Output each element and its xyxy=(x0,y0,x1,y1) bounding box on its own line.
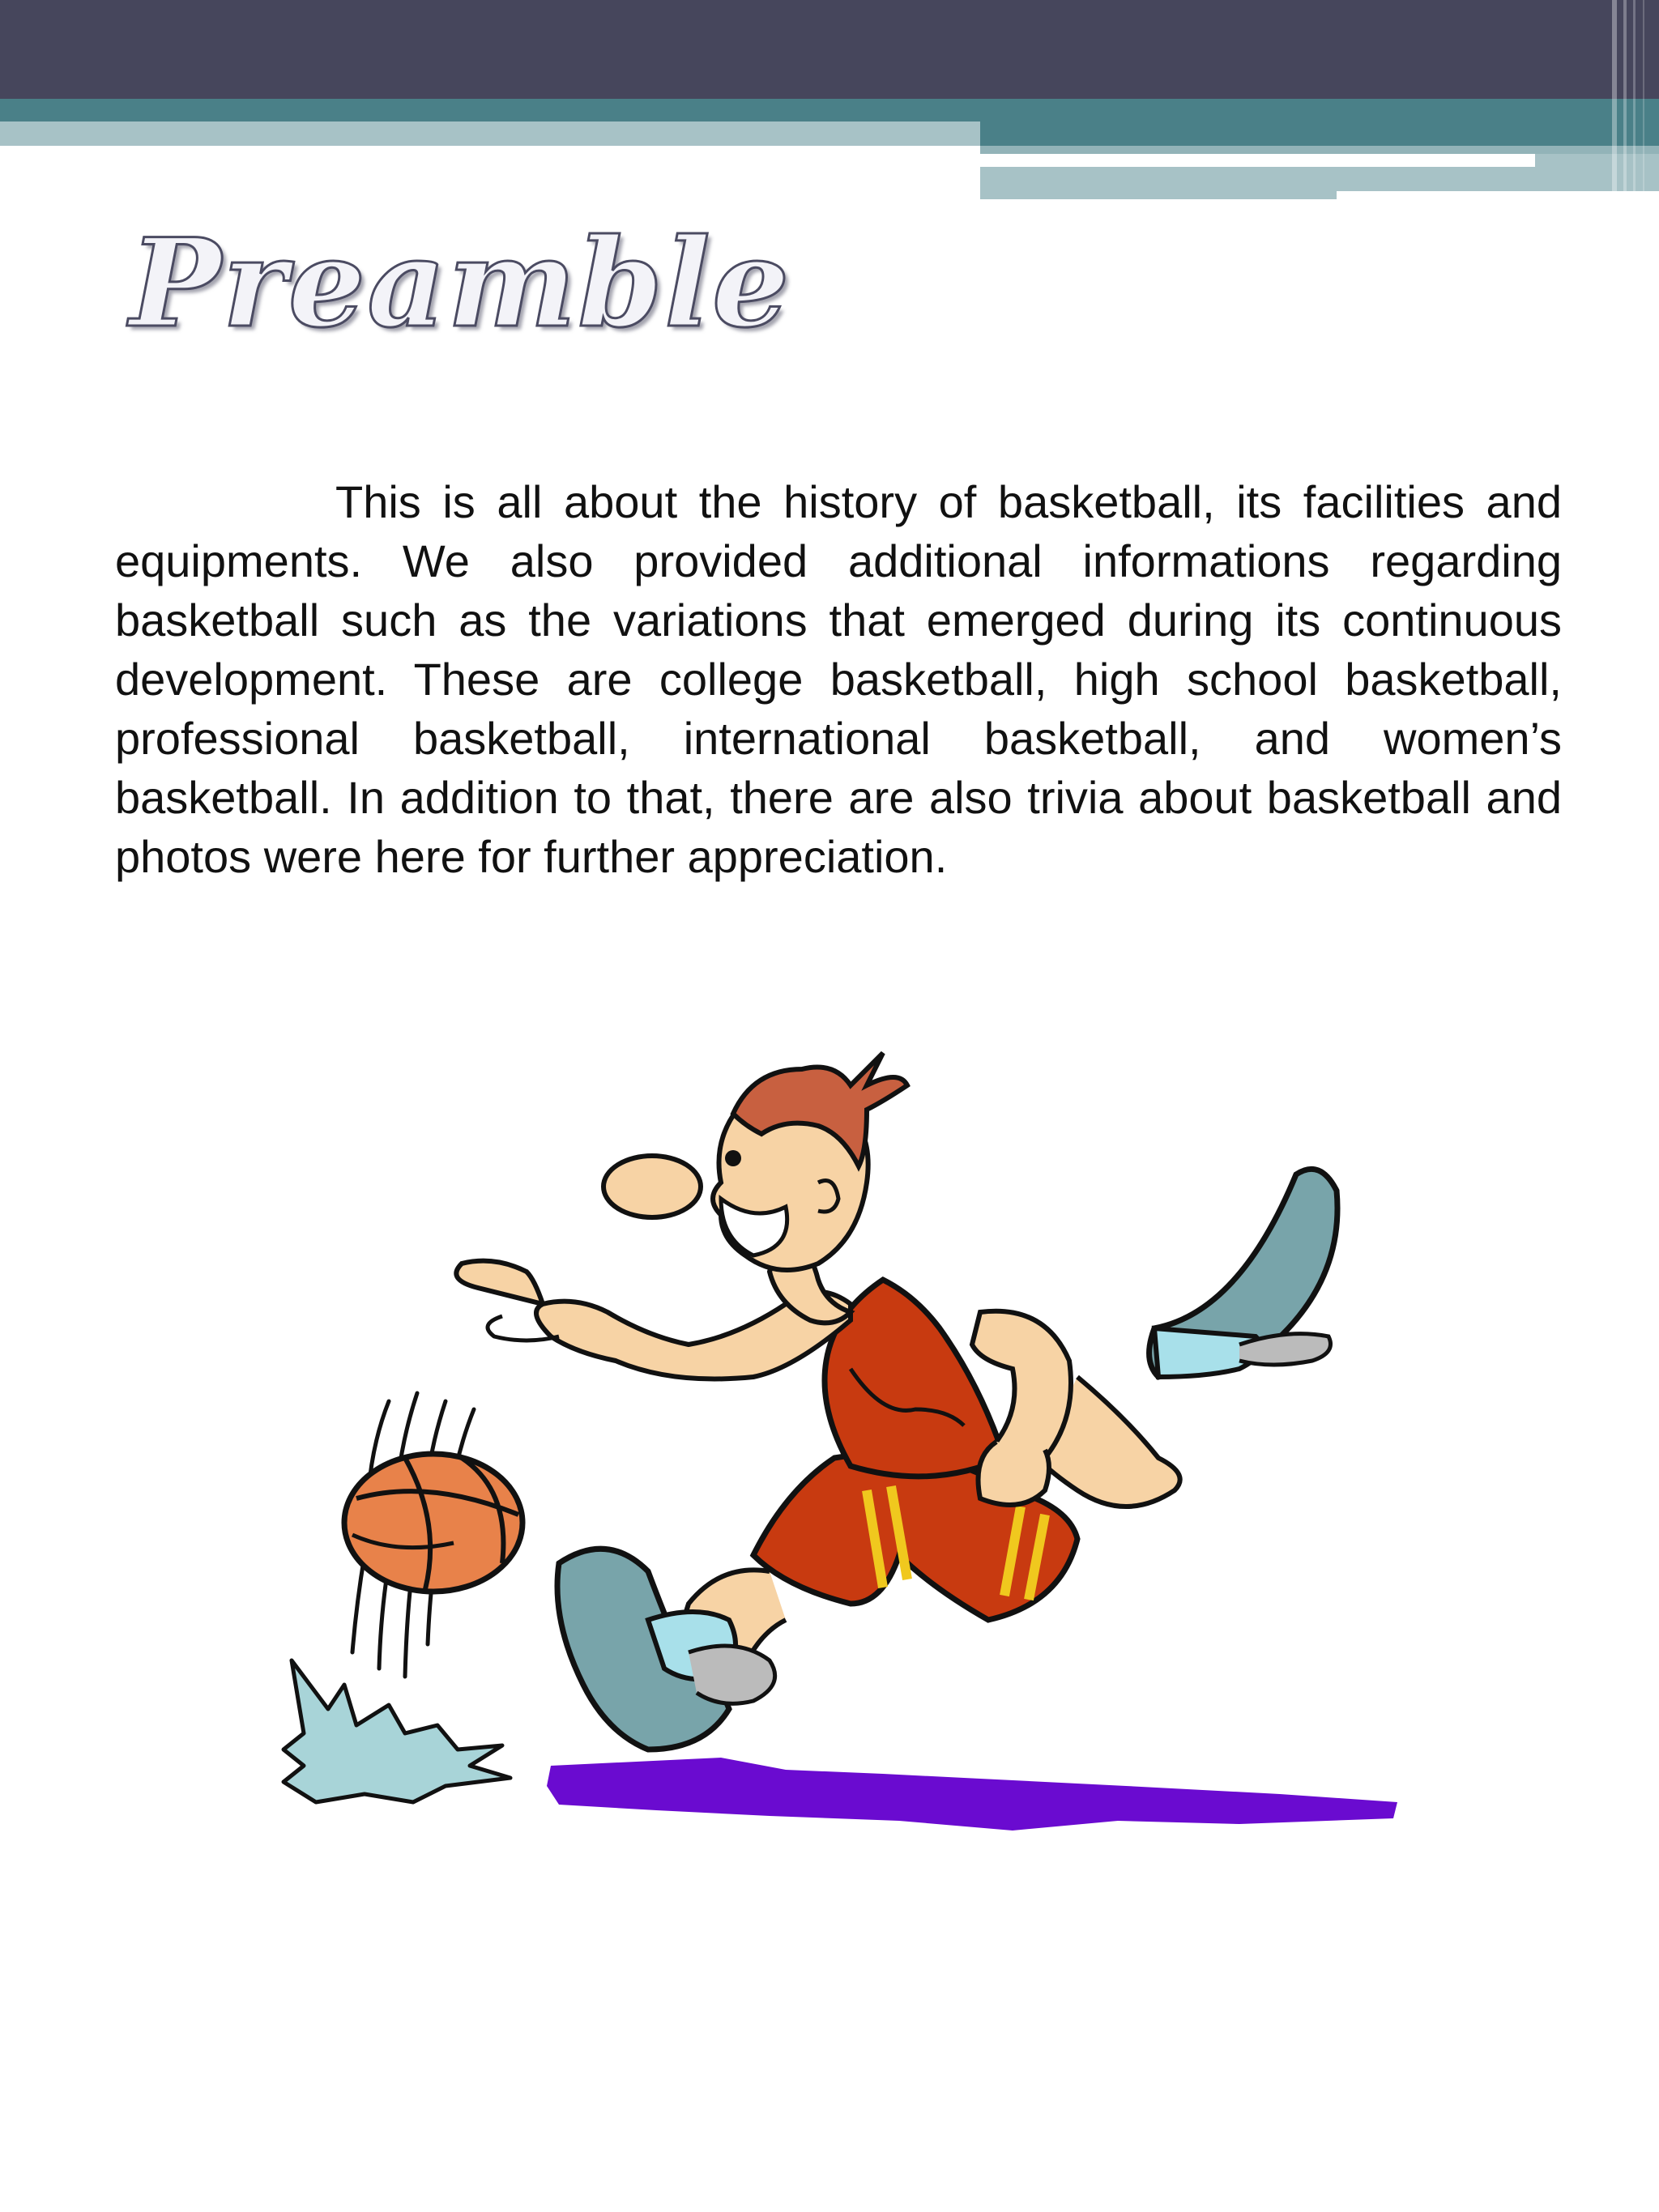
floor-shadow xyxy=(547,1758,1397,1831)
basketball-icon xyxy=(344,1454,522,1592)
page-title: Preamble xyxy=(130,212,791,355)
basketball-player-illustration xyxy=(267,1037,1418,1863)
header-decoration xyxy=(0,0,1659,211)
back-shoe-icon xyxy=(1149,1169,1337,1377)
ball-splash xyxy=(284,1660,510,1802)
preamble-paragraph: This is all about the history of basketball, its facilities and equipments. We also provided additional informations regarding basketball such as the variations that emerged during its continuous development. These are college basketball, high school basketball, professional basketball, international basketball, and women’s basketball. In addition to that, there are also trivia about basketball and photos were here for further appreciation. xyxy=(115,476,1562,882)
nose xyxy=(603,1156,701,1217)
player-head-icon xyxy=(603,1053,907,1270)
